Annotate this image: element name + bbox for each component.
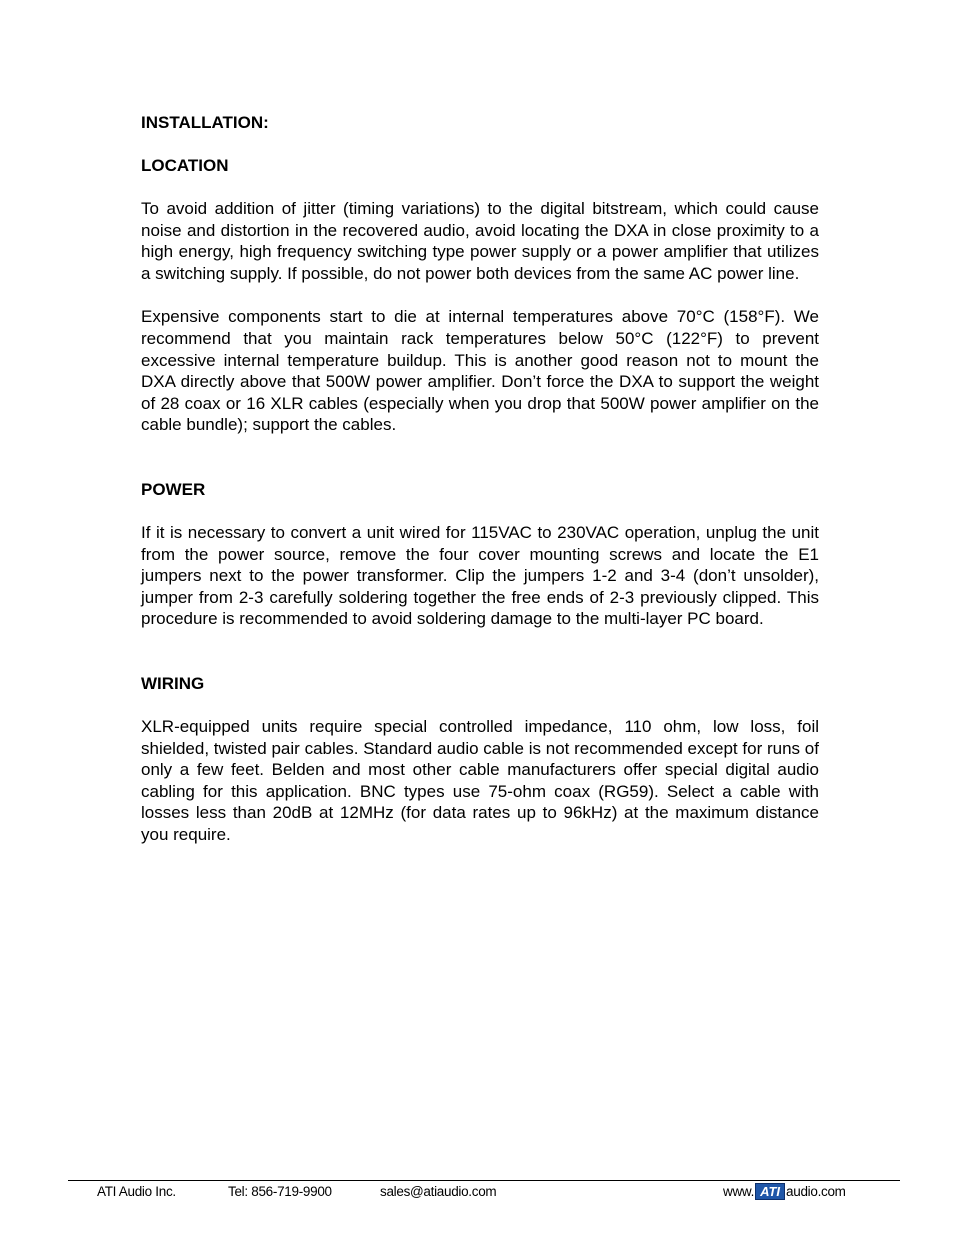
footer-email: sales@atiaudio.com [380, 1184, 497, 1199]
power-heading: POWER [141, 479, 206, 499]
location-paragraph-2: Expensive components start to die at internal temperatures above 70°C (158°F). We recommend that you maintain rack temperatures below 50°C (122°F) to prevent excessive internal temperature buildup. This is another good reason not to mount the DXA directly above that 500W power amplifier. Don’t force the DXA to support the weight of 28 coax or 16 XLR cables (especially when you drop that 500W power amplifier on the cable bundle); support the cables. [141, 307, 819, 435]
power-paragraph: If it is necessary to convert a unit wired for 115VAC to 230VAC operation, unplug the unit from the power source, remove the four cover mounting screws and locate the E1 jumpers next to the power transformer. Clip the jumpers 1-2 and 3-4 (don’t unsolder), jumper from 2-3 carefully soldering together the free ends of 2-3 previously clipped. This procedure is recommended to avoid soldering damage to the multi-layer PC board. [141, 522, 819, 629]
footer-website-suffix: audio.com [786, 1184, 846, 1199]
footer-phone: Tel: 856-719-9900 [228, 1184, 332, 1199]
footer-website-prefix: www. [723, 1184, 755, 1199]
wiring-paragraph: XLR-equipped units require special controlled impedance, 110 ohm, low loss, foil shielded, twisted pair cables. Standard audio cable is not recommended except for runs of only a few feet. Belden and most other cable manufacturers offer special digital audio cabling for this application. BNC types use 75-ohm coax (RG59). Select a cable with losses less than 20dB at 12MHz (for data rates up to 96kHz) at the maximum distance you require. [141, 716, 819, 844]
location-paragraph-1: To avoid addition of jitter (timing variations) to the digital bitstream, which could cause noise and distortion in the recovered audio, avoid locating the DXA in close proximity to a high energy, high frequency switching type power supply or a power amplifier that utilizes a switching supply. If possible, do not power both devices from the same AC power line. [141, 199, 819, 283]
footer-website [723, 1183, 846, 1200]
page-content [141, 112, 819, 845]
footer-divider [68, 1180, 900, 1181]
footer-company: ATI Audio Inc. [97, 1184, 176, 1199]
wiring-heading: WIRING [141, 673, 205, 693]
location-heading: LOCATION [141, 156, 229, 175]
ati-logo: ATI [755, 1183, 785, 1200]
installation-heading: INSTALLATION: [141, 113, 269, 132]
